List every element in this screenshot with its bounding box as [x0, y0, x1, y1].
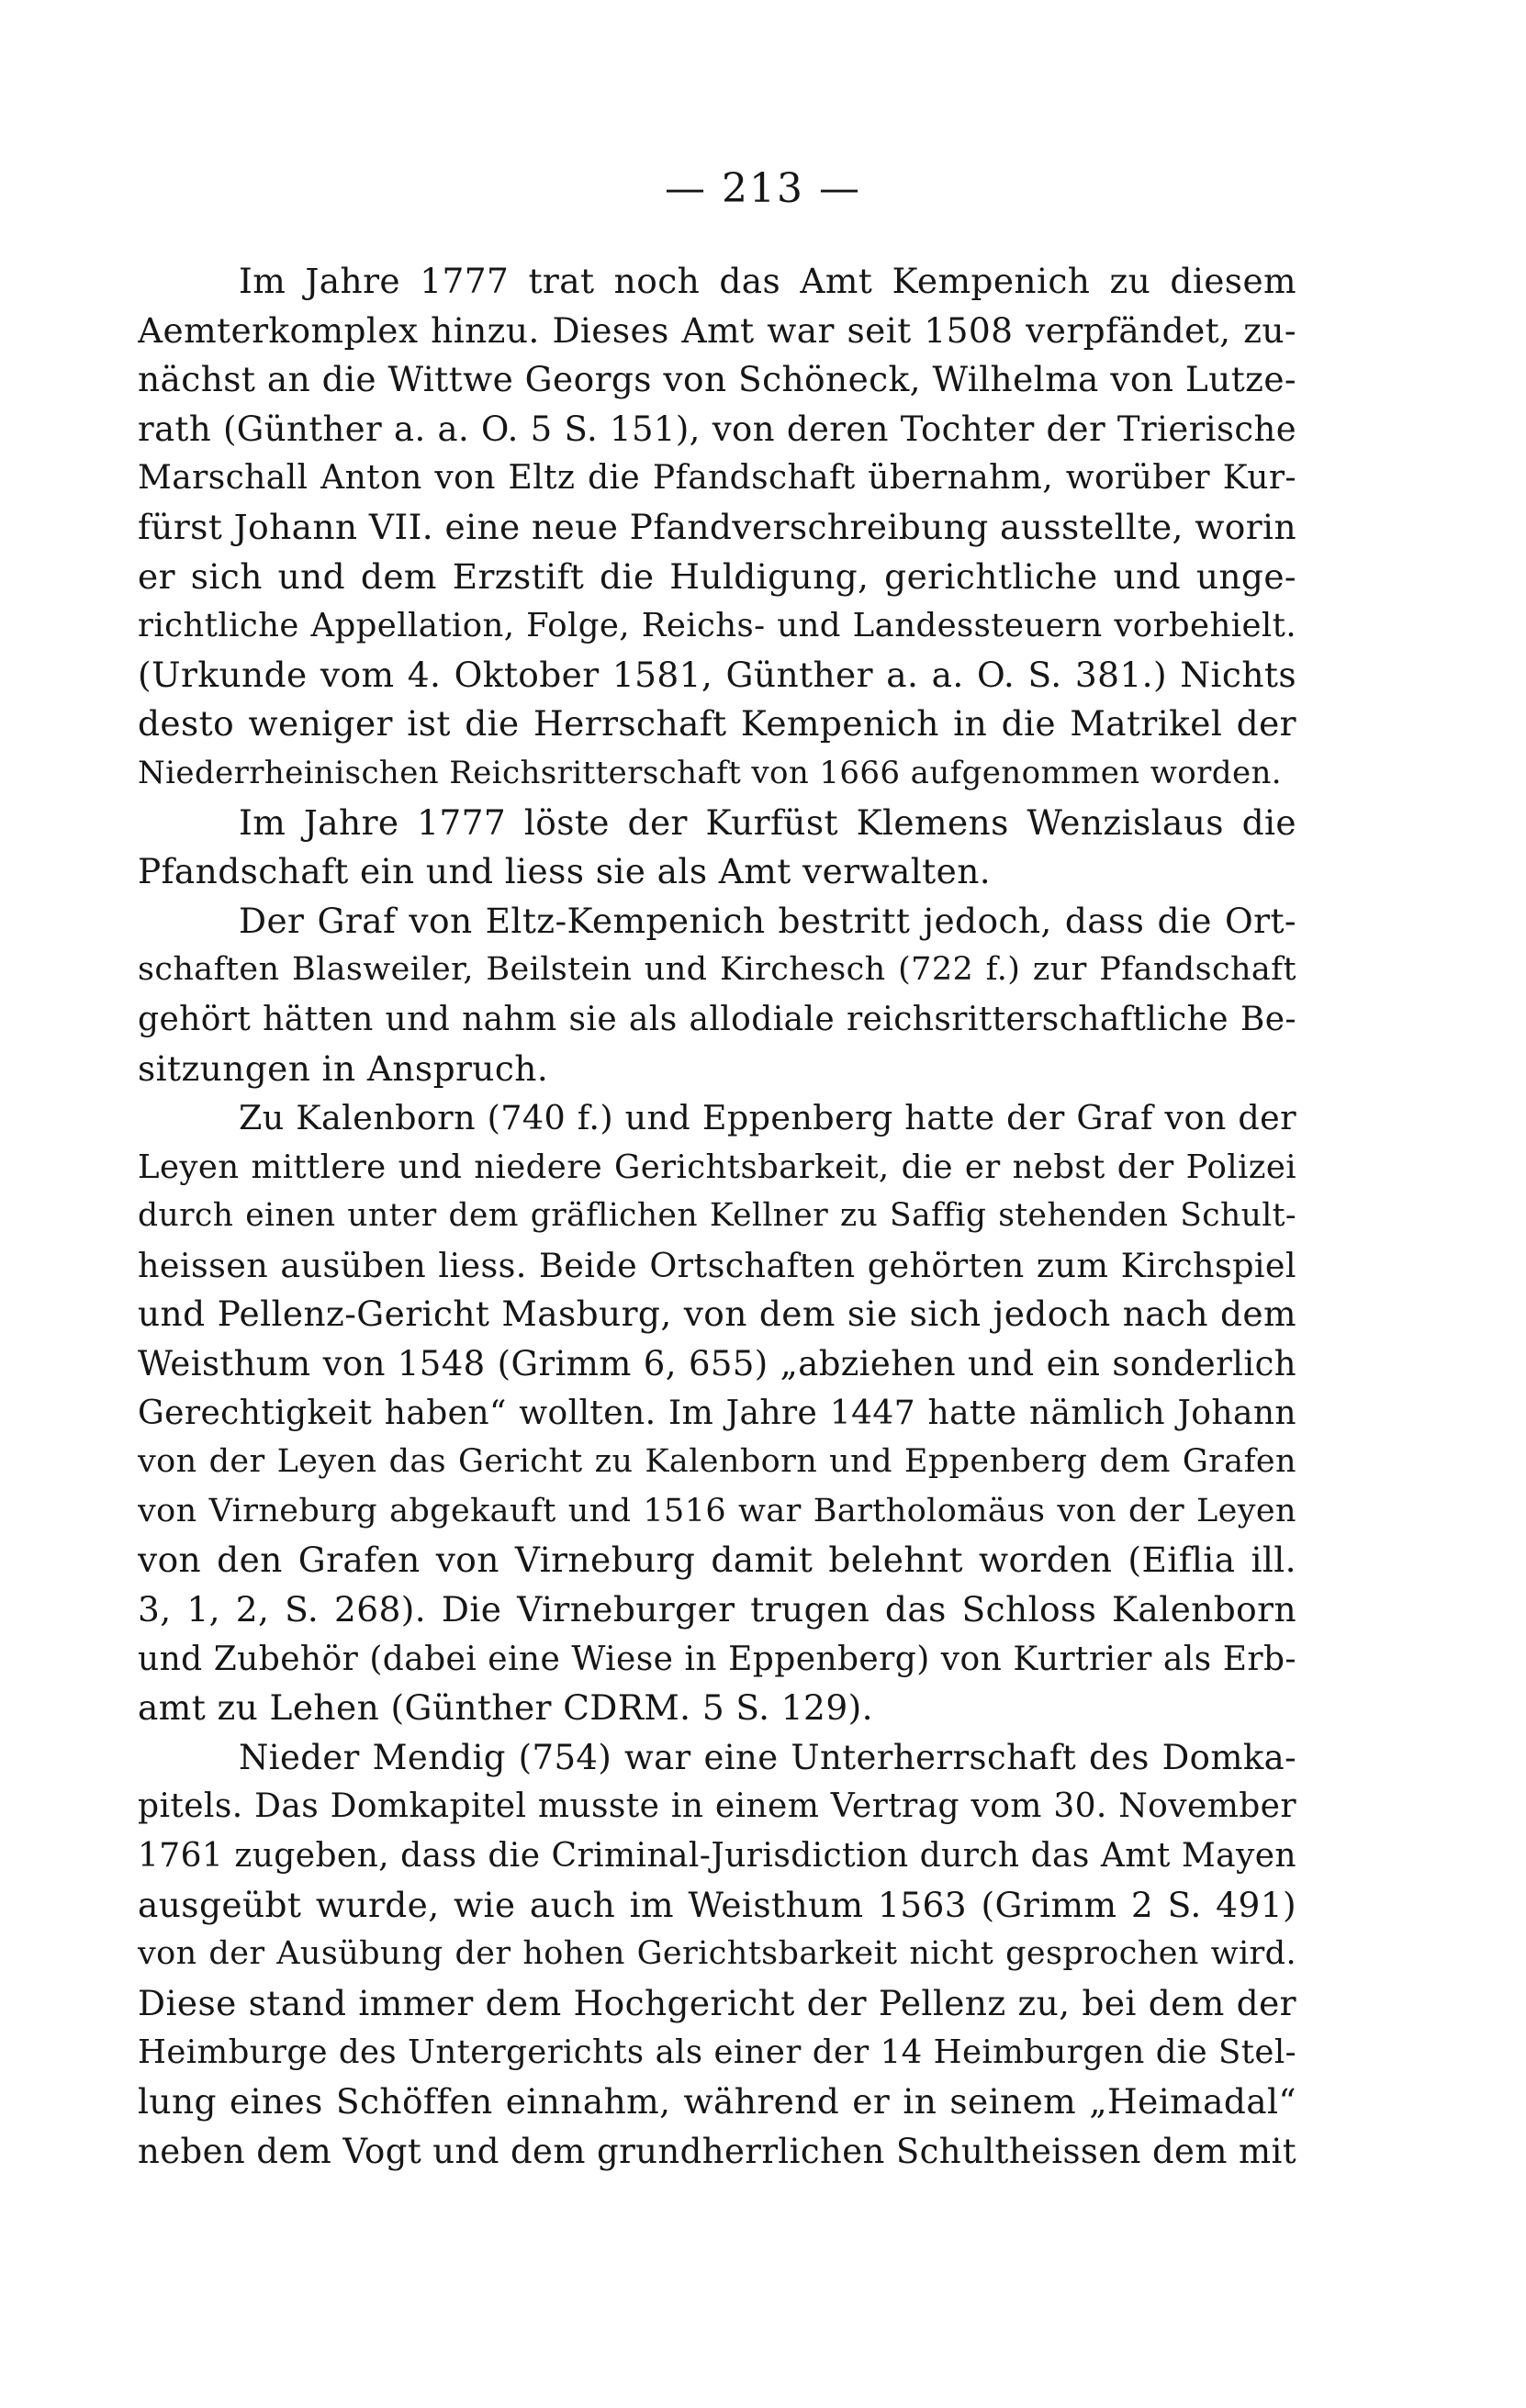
text-line: er sich und dem Erzstift die Huldigung, gerichtliche und unge-: [138, 555, 1296, 597]
text-line: Pfandschaft ein und liess sie als Amt verwalten.: [138, 851, 992, 892]
text-line: gehört hätten und nahm sie als allodiale reichsritterschaftliche Be-: [138, 1000, 1296, 1038]
text-line: Nieder Mendig (754) war eine Unterherrschaft des Domka-: [239, 1737, 1296, 1777]
text-line: pitels. Das Domkapitel musste in einem Vertrag vom 30. November: [138, 1787, 1296, 1826]
text-line: und Zubehör (dabei eine Wiese in Eppenberg) von Kurtrier als Erb-: [138, 1640, 1296, 1678]
text-line: schaften Blasweiler, Beilstein und Kirchesch (722 f.) zur Pfandschaft: [138, 951, 1296, 989]
text-line: Diese stand immer dem Hochgericht der Pellenz zu, bei dem der: [138, 1982, 1296, 2023]
text-line: desto weniger ist die Herrschaft Kempenich in die Matrikel der: [138, 703, 1296, 745]
text-line: Zu Kalenborn (740 f.) und Eppenberg hatte der Graf von der: [239, 1098, 1296, 1138]
text-line: 1761 zugeben, dass die Criminal-Jurisdiction durch das Amt Mayen: [138, 1837, 1296, 1875]
text-line: amt zu Lehen (Günther CDRM. 5 S. 129).: [138, 1687, 873, 1729]
text-line: von Virneburg abgekauft und 1516 war Bartholomäus von der Leyen: [138, 1492, 1296, 1529]
text-line: nächst an die Wittwe Georgs von Schöneck, Wilhelma von Lutze-: [138, 359, 1296, 400]
text-line: fürst Johann VII. eine neue Pfandverschreibung ausstellte, worin: [138, 506, 1296, 547]
text-line: Im Jahre 1777 löste der Kurfüst Klemens Wenzislaus die: [239, 801, 1296, 843]
text-line: rath (Günther a. a. O. 5 S. 151), von deren Tochter der Trierische: [138, 409, 1296, 449]
text-line: 3, 1, 2, S. 268). Die Virneburger trugen das Schloss Kalenborn: [138, 1589, 1296, 1630]
text-line: Aemterkomplex hinzu. Dieses Amt war seit 1508 verpfändet, zu-: [138, 309, 1296, 351]
text-line: Marschall Anton von Eltz die Pfandschaft übernahm, worüber Kur-: [138, 459, 1296, 498]
text-line: von der Ausübung der hohen Gerichtsbarkeit nicht gesprochen wird.: [138, 1935, 1296, 1973]
text-line: lung eines Schöffen einnahm, während er in seinem „Heimadal“: [138, 2080, 1296, 2122]
text-line: Leyen mittlere und niedere Gerichtsbarkeit, die er nebst der Polizei: [138, 1148, 1296, 1186]
page-number: — 213 —: [665, 165, 861, 212]
body-text: [138, 257, 1296, 2176]
text-line: Im Jahre 1777 trat noch das Amt Kempenich zu diesem: [239, 261, 1296, 301]
text-line: ausgeübt wurde, wie auch im Weisthum 1563 (Grimm 2 S. 491): [138, 1884, 1296, 1925]
text-line: heissen ausüben liess. Beide Ortschaften gehörten zum Kirchspiel: [138, 1245, 1296, 1285]
text-line: von den Grafen von Virneburg damit belehnt worden (Eiflia ill.: [138, 1540, 1296, 1581]
text-line: Der Graf von Eltz-Kempenich bestritt jedoch, dass die Ort-: [239, 900, 1296, 941]
text-line: Gerechtigkeit haben“ wollten. Im Jahre 1447 hatte nämlich Johann: [138, 1394, 1296, 1432]
text-line: und Pellenz-Gericht Masburg, von dem sie sich jedoch nach dem: [138, 1294, 1296, 1335]
text-line: Heimburge des Untergerichts als einer der 14 Heimburgen die Stel-: [138, 2033, 1296, 2072]
text-line: Weisthum von 1548 (Grimm 6, 655) „abziehen und ein sonderlich: [138, 1344, 1296, 1384]
text-line: Niederrheinischen Reichsritterschaft von 1666 aufgenommen worden.: [138, 754, 1282, 791]
text-line: durch einen unter dem gräflichen Kellner zu Saffig stehenden Schult-: [138, 1197, 1296, 1235]
text-line: richtliche Appellation, Folge, Reichs- und Landessteuern vorbehielt.: [138, 607, 1296, 645]
text-line: von der Leyen das Gericht zu Kalenborn und Eppenberg dem Grafen: [138, 1443, 1296, 1481]
text-line: sitzungen in Anspruch.: [138, 1047, 549, 1089]
text-line: (Urkunde vom 4. Oktober 1581, Günther a. a. O. S. 381.) Nichts: [138, 654, 1296, 695]
text-line: neben dem Vogt und dem grundherrlichen Schultheissen dem mit: [138, 2131, 1296, 2171]
